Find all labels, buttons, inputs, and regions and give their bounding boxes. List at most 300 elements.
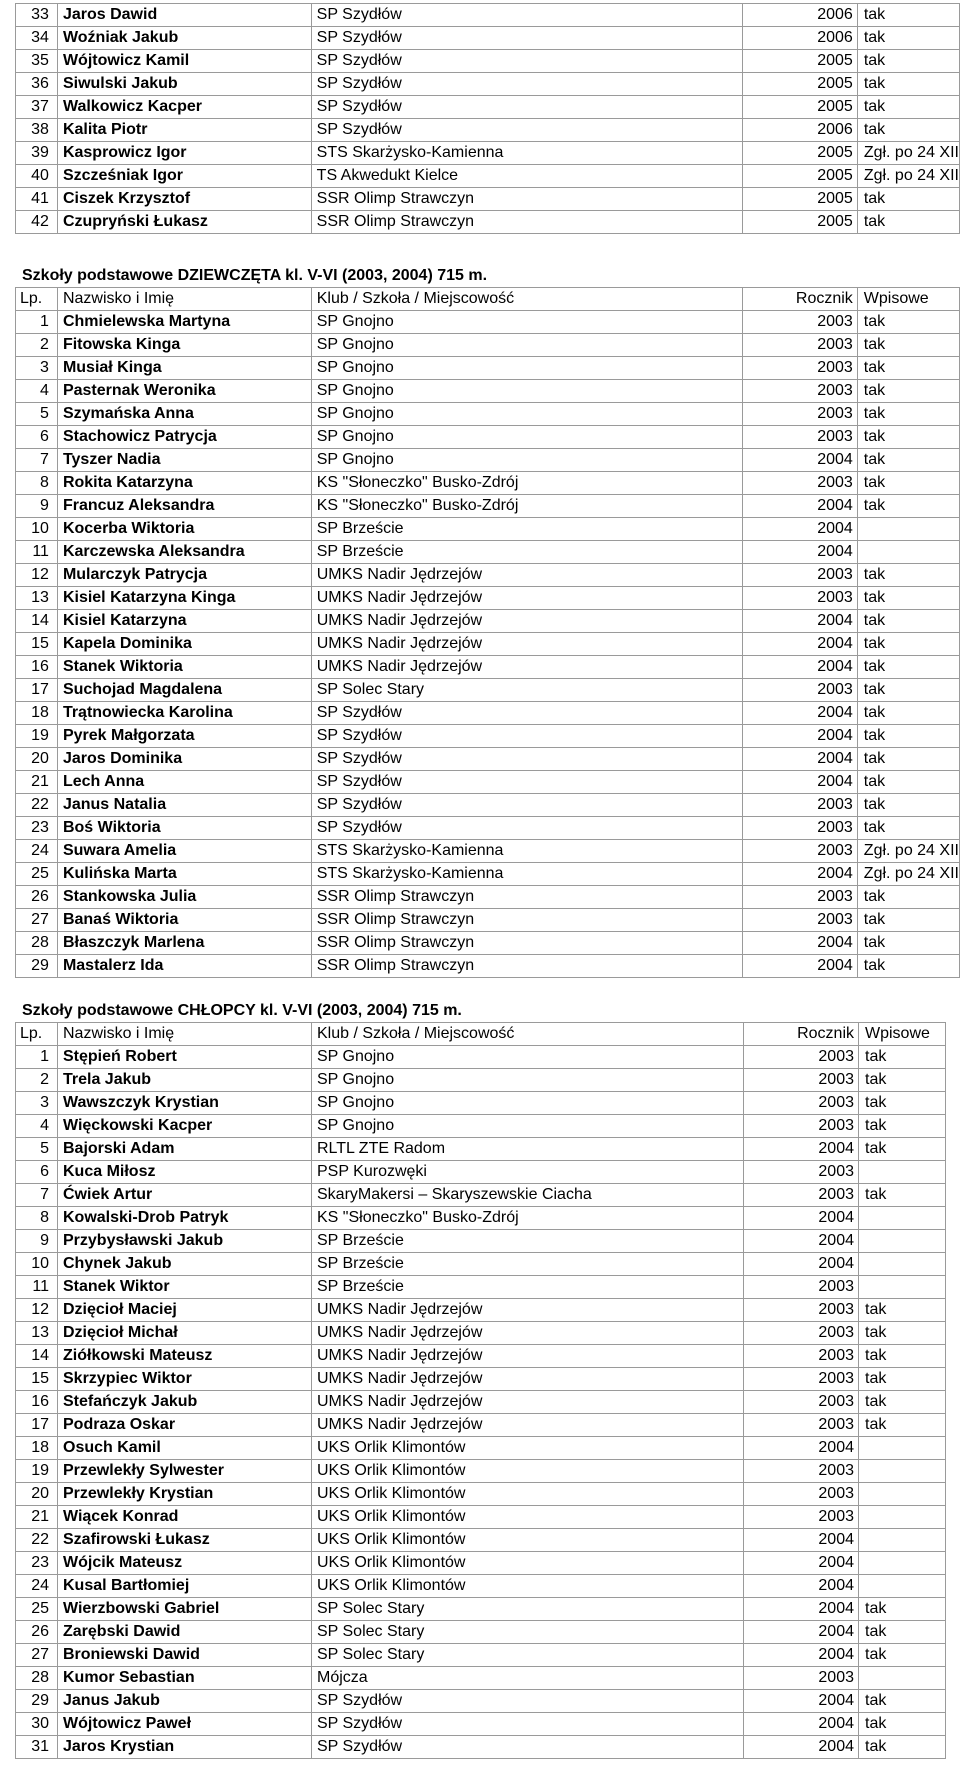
cell-fee: tak (857, 27, 959, 50)
cell-lp: 9 (16, 495, 58, 518)
cell-fee: tak (859, 1069, 946, 1092)
cell-year: 2004 (742, 725, 857, 748)
cell-year: 2004 (744, 1736, 859, 1759)
cell-club: SP Solec Stary (312, 1644, 744, 1667)
cell-lp: 29 (16, 955, 58, 978)
table-row (16, 679, 960, 702)
cell-fee: tak (857, 311, 959, 334)
cell-year: 2004 (742, 656, 857, 679)
cell-club: UKS Orlik Klimontów (312, 1575, 744, 1598)
cell-year: 2004 (744, 1552, 859, 1575)
cell-club: UMKS Nadir Jędrzejów (312, 1322, 744, 1345)
cell-club: UKS Orlik Klimontów (312, 1437, 744, 1460)
cell-year: 2004 (744, 1598, 859, 1621)
cell-fee: tak (859, 1414, 946, 1437)
cell-year: 2003 (744, 1184, 859, 1207)
cell-club: STS Skarżysko-Kamienna (311, 840, 742, 863)
table-row (16, 955, 960, 978)
cell-year: 2003 (744, 1092, 859, 1115)
cell-club: SP Szydłów (311, 725, 742, 748)
cell-club: SkaryMakersi – Skaryszewskie Ciacha (312, 1184, 744, 1207)
table-row (16, 909, 960, 932)
table-row (16, 1644, 946, 1667)
cell-lp: 4 (16, 380, 58, 403)
cell-year: 2004 (744, 1644, 859, 1667)
cell-club: UKS Orlik Klimontów (312, 1529, 744, 1552)
cell-fee: tak (859, 1299, 946, 1322)
table-row (16, 96, 960, 119)
cell-name: Rokita Katarzyna (57, 472, 311, 495)
cell-fee: tak (859, 1713, 946, 1736)
cell-fee: tak (857, 4, 959, 27)
cell-year: 2003 (744, 1161, 859, 1184)
cell-club: SP Gnojno (312, 1092, 744, 1115)
table-row (16, 1368, 946, 1391)
cell-fee (857, 541, 959, 564)
cell-fee: tak (857, 656, 959, 679)
cell-club: UKS Orlik Klimontów (312, 1460, 744, 1483)
table-row (16, 73, 960, 96)
cell-name: Karczewska Aleksandra (57, 541, 311, 564)
cell-year: 2006 (743, 119, 858, 142)
cell-year: 2004 (742, 955, 857, 978)
cell-name: Musiał Kinga (57, 357, 311, 380)
cell-name: Błaszczyk Marlena (57, 932, 311, 955)
cell-club: SP Szydłów (311, 73, 742, 96)
cell-club: SP Solec Stary (311, 679, 742, 702)
cell-year: 2004 (744, 1437, 859, 1460)
cell-fee: tak (857, 633, 959, 656)
table-row (16, 794, 960, 817)
cell-club: UMKS Nadir Jędrzejów (311, 610, 742, 633)
cell-lp: 26 (16, 1621, 58, 1644)
cell-name: Kapela Dominika (57, 633, 311, 656)
cell-lp: 23 (16, 1552, 58, 1575)
cell-club: SSR Olimp Strawczyn (311, 188, 742, 211)
cell-fee: tak (857, 426, 959, 449)
cell-year: 2004 (742, 771, 857, 794)
cell-year: 2005 (743, 73, 858, 96)
cell-club: SP Szydłów (311, 119, 742, 142)
cell-lp: 21 (16, 771, 58, 794)
cell-name: Chynek Jakub (58, 1253, 312, 1276)
cell-year: 2006 (743, 4, 858, 27)
cell-club: SP Gnojno (312, 1069, 744, 1092)
cell-club: SP Gnojno (312, 1046, 744, 1069)
cell-club: PSP Kurozwęki (312, 1161, 744, 1184)
cell-fee: tak (857, 211, 959, 234)
cell-name: Stefańczyk Jakub (58, 1391, 312, 1414)
cell-year: 2003 (744, 1345, 859, 1368)
table-row (16, 357, 960, 380)
table-row (16, 1598, 946, 1621)
cell-fee: tak (859, 1621, 946, 1644)
cell-year: 2003 (744, 1391, 859, 1414)
cell-name: Kuca Miłosz (58, 1161, 312, 1184)
cell-name: Czupryński Łukasz (57, 211, 311, 234)
cell-year: 2004 (742, 610, 857, 633)
table-row (16, 564, 960, 587)
table-row (16, 1667, 946, 1690)
cell-fee: tak (857, 96, 959, 119)
cell-name: Ziółkowski Mateusz (58, 1345, 312, 1368)
cell-lp: 11 (16, 541, 58, 564)
cell-lp: 19 (16, 1460, 58, 1483)
cell-lp: 4 (16, 1115, 58, 1138)
cell-name: Jaros Dawid (57, 4, 311, 27)
cell-year: 2004 (742, 932, 857, 955)
cell-year: 2006 (743, 27, 858, 50)
cell-name: Stanek Wiktor (58, 1276, 312, 1299)
cell-fee (859, 1207, 946, 1230)
cell-year: 2004 (744, 1713, 859, 1736)
cell-year: 2004 (742, 518, 857, 541)
cell-lp: 37 (16, 96, 58, 119)
cell-year: 2003 (744, 1322, 859, 1345)
cell-fee: tak (859, 1690, 946, 1713)
cell-fee: tak (857, 587, 959, 610)
cell-fee (859, 1161, 946, 1184)
cell-lp: 42 (16, 211, 58, 234)
cell-lp: 27 (16, 1644, 58, 1667)
cell-club: SP Gnojno (311, 426, 742, 449)
cell-club: UMKS Nadir Jędrzejów (311, 656, 742, 679)
cell-year: 2004 (744, 1690, 859, 1713)
cell-lp: 17 (16, 679, 58, 702)
cell-lp: 8 (16, 1207, 58, 1230)
cell-year: 2004 (742, 449, 857, 472)
cell-name: Janus Natalia (57, 794, 311, 817)
cell-name: Kulińska Marta (57, 863, 311, 886)
header-lp: Lp. (16, 1023, 58, 1046)
cell-name: Woźniak Jakub (57, 27, 311, 50)
cell-name: Wójcik Mateusz (58, 1552, 312, 1575)
cell-fee: Zgł. po 24 XII (857, 863, 959, 886)
cell-fee (859, 1276, 946, 1299)
cell-fee: tak (857, 886, 959, 909)
cell-lp: 41 (16, 188, 58, 211)
cell-club: TS Akwedukt Kielce (311, 165, 742, 188)
cell-fee (859, 1460, 946, 1483)
cell-lp: 24 (16, 1575, 58, 1598)
cell-fee (859, 1230, 946, 1253)
cell-fee: tak (857, 932, 959, 955)
cell-name: Kusal Bartłomiej (58, 1575, 312, 1598)
cell-club: UMKS Nadir Jędrzejów (312, 1299, 744, 1322)
cell-club: UKS Orlik Klimontów (312, 1483, 744, 1506)
cell-year: 2003 (744, 1414, 859, 1437)
cell-club: SP Szydłów (311, 817, 742, 840)
cell-lp: 1 (16, 311, 58, 334)
cell-year: 2004 (742, 863, 857, 886)
table-row (16, 1092, 946, 1115)
cell-club: SP Szydłów (312, 1713, 744, 1736)
cell-club: SP Szydłów (311, 27, 742, 50)
table-row (16, 1575, 946, 1598)
cell-year: 2003 (744, 1046, 859, 1069)
cell-name: Stachowicz Patrycja (57, 426, 311, 449)
section-title-boys: Szkoły podstawowe CHŁOPCY kl. V-VI (2003, 2004) 715 m. (22, 1002, 462, 1019)
cell-lp: 21 (16, 1506, 58, 1529)
table-row (16, 1552, 946, 1575)
cell-name: Pasternak Weronika (57, 380, 311, 403)
table-row (16, 1207, 946, 1230)
cell-club: SSR Olimp Strawczyn (311, 886, 742, 909)
cell-name: Trątnowiecka Karolina (57, 702, 311, 725)
cell-lp: 18 (16, 702, 58, 725)
cell-lp: 13 (16, 1322, 58, 1345)
cell-fee: tak (857, 403, 959, 426)
table-row (16, 1713, 946, 1736)
cell-name: Pyrek Małgorzata (57, 725, 311, 748)
cell-lp: 17 (16, 1414, 58, 1437)
header-club: Klub / Szkoła / Miejscowość (312, 1023, 744, 1046)
cell-fee: tak (857, 334, 959, 357)
cell-club: STS Skarżysko-Kamienna (311, 142, 742, 165)
cell-name: Stępień Robert (58, 1046, 312, 1069)
cell-lp: 16 (16, 1391, 58, 1414)
cell-lp: 8 (16, 472, 58, 495)
cell-fee: tak (857, 50, 959, 73)
cell-name: Stankowska Julia (57, 886, 311, 909)
cell-lp: 3 (16, 357, 58, 380)
cell-fee: tak (857, 73, 959, 96)
cell-lp: 14 (16, 610, 58, 633)
cell-lp: 36 (16, 73, 58, 96)
cell-fee: tak (857, 357, 959, 380)
cell-fee: tak (857, 564, 959, 587)
table-row (16, 495, 960, 518)
cell-lp: 15 (16, 633, 58, 656)
cell-club: SSR Olimp Strawczyn (311, 909, 742, 932)
table-row (16, 1414, 946, 1437)
cell-name: Suwara Amelia (57, 840, 311, 863)
table-row (16, 610, 960, 633)
cell-fee: tak (859, 1644, 946, 1667)
cell-year: 2004 (744, 1529, 859, 1552)
cell-club: RLTL ZTE Radom (312, 1138, 744, 1161)
cell-year: 2005 (743, 142, 858, 165)
cell-club: SP Gnojno (312, 1115, 744, 1138)
cell-fee: tak (857, 610, 959, 633)
cell-name: Mularczyk Patrycja (57, 564, 311, 587)
table-row (16, 932, 960, 955)
cell-lp: 22 (16, 1529, 58, 1552)
cell-lp: 9 (16, 1230, 58, 1253)
table-row (16, 1437, 946, 1460)
cell-lp: 3 (16, 1092, 58, 1115)
table-row (16, 188, 960, 211)
table-row (16, 1138, 946, 1161)
cell-lp: 28 (16, 932, 58, 955)
cell-year: 2004 (744, 1207, 859, 1230)
cell-fee (859, 1506, 946, 1529)
cell-year: 2003 (742, 794, 857, 817)
cell-name: Mastalerz Ida (57, 955, 311, 978)
cell-lp: 2 (16, 1069, 58, 1092)
cell-club: UMKS Nadir Jędrzejów (312, 1391, 744, 1414)
cell-name: Dzięcioł Michał (58, 1322, 312, 1345)
cell-fee: tak (859, 1598, 946, 1621)
cell-name: Ćwiek Artur (58, 1184, 312, 1207)
cell-lp: 6 (16, 1161, 58, 1184)
table-row (16, 1529, 946, 1552)
cell-year: 2005 (743, 211, 858, 234)
cell-fee: tak (859, 1368, 946, 1391)
cell-fee: tak (859, 1138, 946, 1161)
cell-club: STS Skarżysko-Kamienna (311, 863, 742, 886)
cell-year: 2003 (742, 587, 857, 610)
cell-year: 2004 (742, 748, 857, 771)
cell-fee: tak (857, 119, 959, 142)
table-row (16, 119, 960, 142)
cell-name: Trela Jakub (58, 1069, 312, 1092)
cell-club: SP Szydłów (312, 1736, 744, 1759)
table-row (16, 1184, 946, 1207)
cell-fee: tak (857, 794, 959, 817)
cell-year: 2005 (743, 188, 858, 211)
header-name: Nazwisko i Imię (58, 1023, 312, 1046)
cell-fee (859, 1483, 946, 1506)
cell-fee (859, 1437, 946, 1460)
cell-name: Janus Jakub (58, 1690, 312, 1713)
table-row (16, 1621, 946, 1644)
cell-fee: tak (859, 1345, 946, 1368)
cell-year: 2005 (743, 50, 858, 73)
cell-club: UMKS Nadir Jędrzejów (312, 1345, 744, 1368)
cell-name: Wawszczyk Krystian (58, 1092, 312, 1115)
cell-lp: 24 (16, 840, 58, 863)
cell-fee (859, 1575, 946, 1598)
cell-club: SP Szydłów (312, 1690, 744, 1713)
cell-club: SSR Olimp Strawczyn (311, 932, 742, 955)
cell-fee (859, 1667, 946, 1690)
cell-club: SP Gnojno (311, 403, 742, 426)
cell-club: SP Gnojno (311, 334, 742, 357)
cell-name: Wiącek Konrad (58, 1506, 312, 1529)
cell-name: Kowalski-Drob Patryk (58, 1207, 312, 1230)
cell-year: 2003 (742, 886, 857, 909)
table-row (16, 334, 960, 357)
cell-name: Dzięcioł Maciej (58, 1299, 312, 1322)
cell-lp: 20 (16, 1483, 58, 1506)
table-body (16, 288, 960, 978)
table-row (16, 1391, 946, 1414)
cell-year: 2004 (744, 1575, 859, 1598)
cell-club: UKS Orlik Klimontów (312, 1506, 744, 1529)
table-row (16, 165, 960, 188)
cell-fee: tak (857, 702, 959, 725)
header-year: Rocznik (744, 1023, 859, 1046)
table-row (16, 771, 960, 794)
cell-fee: tak (859, 1115, 946, 1138)
cell-name: Kasprowicz Igor (57, 142, 311, 165)
cell-club: SP Szydłów (311, 4, 742, 27)
cell-year: 2003 (742, 564, 857, 587)
cell-club: UMKS Nadir Jędrzejów (311, 633, 742, 656)
cell-club: SP Brzeście (311, 518, 742, 541)
cell-name: Kocerba Wiktoria (57, 518, 311, 541)
cell-year: 2003 (742, 426, 857, 449)
cell-name: Siwulski Jakub (57, 73, 311, 96)
table-row (16, 1506, 946, 1529)
table-body (16, 1023, 946, 1759)
cell-name: Broniewski Dawid (58, 1644, 312, 1667)
table-row (16, 725, 960, 748)
header-fee: Wpisowe (859, 1023, 946, 1046)
cell-name: Chmielewska Martyna (57, 311, 311, 334)
cell-name: Kisiel Katarzyna (57, 610, 311, 633)
table-row (16, 1483, 946, 1506)
cell-club: UMKS Nadir Jędrzejów (312, 1414, 744, 1437)
cell-club: UMKS Nadir Jędrzejów (311, 587, 742, 610)
cell-name: Wójtowicz Kamil (57, 50, 311, 73)
table-header-row (16, 288, 960, 311)
cell-lp: 16 (16, 656, 58, 679)
cell-fee (859, 1552, 946, 1575)
cell-year: 2003 (742, 817, 857, 840)
cell-fee: Zgł. po 24 XII (857, 840, 959, 863)
table-row (16, 311, 960, 334)
cell-year: 2004 (742, 702, 857, 725)
section-title-girls: Szkoły podstawowe DZIEWCZĘTA kl. V-VI (2003, 2004) 715 m. (22, 267, 488, 284)
header-club: Klub / Szkoła / Miejscowość (311, 288, 742, 311)
table-row (16, 886, 960, 909)
cell-year: 2005 (743, 165, 858, 188)
table-row (16, 426, 960, 449)
table-row (16, 1230, 946, 1253)
cell-lp: 33 (16, 4, 58, 27)
header-name: Nazwisko i Imię (57, 288, 311, 311)
cell-lp: 11 (16, 1276, 58, 1299)
cell-year: 2004 (742, 541, 857, 564)
header-year: Rocznik (742, 288, 857, 311)
cell-fee: tak (857, 188, 959, 211)
table-row (16, 4, 960, 27)
cell-year: 2004 (744, 1230, 859, 1253)
cell-year: 2003 (744, 1667, 859, 1690)
cell-lp: 13 (16, 587, 58, 610)
cell-name: Przewlekły Krystian (58, 1483, 312, 1506)
cell-name: Wierzbowski Gabriel (58, 1598, 312, 1621)
cell-year: 2003 (744, 1368, 859, 1391)
cell-club: SSR Olimp Strawczyn (311, 955, 742, 978)
cell-year: 2003 (744, 1115, 859, 1138)
cell-club: SP Gnojno (311, 357, 742, 380)
cell-lp: 7 (16, 449, 58, 472)
cell-lp: 12 (16, 564, 58, 587)
cell-lp: 22 (16, 794, 58, 817)
cell-fee: tak (859, 1184, 946, 1207)
cell-year: 2003 (744, 1506, 859, 1529)
cell-club: SP Solec Stary (312, 1598, 744, 1621)
cell-name: Szymańska Anna (57, 403, 311, 426)
cell-year: 2004 (744, 1253, 859, 1276)
cell-name: Ciszek Krzysztof (57, 188, 311, 211)
cell-year: 2003 (744, 1460, 859, 1483)
cell-lp: 1 (16, 1046, 58, 1069)
cell-fee: Zgł. po 24 XII (857, 165, 959, 188)
cell-fee: tak (859, 1046, 946, 1069)
cell-name: Kisiel Katarzyna Kinga (57, 587, 311, 610)
cell-name: Podraza Oskar (58, 1414, 312, 1437)
cell-club: KS "Słoneczko" Busko-Zdrój (311, 472, 742, 495)
table-row (16, 1736, 946, 1759)
cell-lp: 2 (16, 334, 58, 357)
cell-name: Jaros Dominika (57, 748, 311, 771)
cell-name: Suchojad Magdalena (57, 679, 311, 702)
table-row (16, 1069, 946, 1092)
